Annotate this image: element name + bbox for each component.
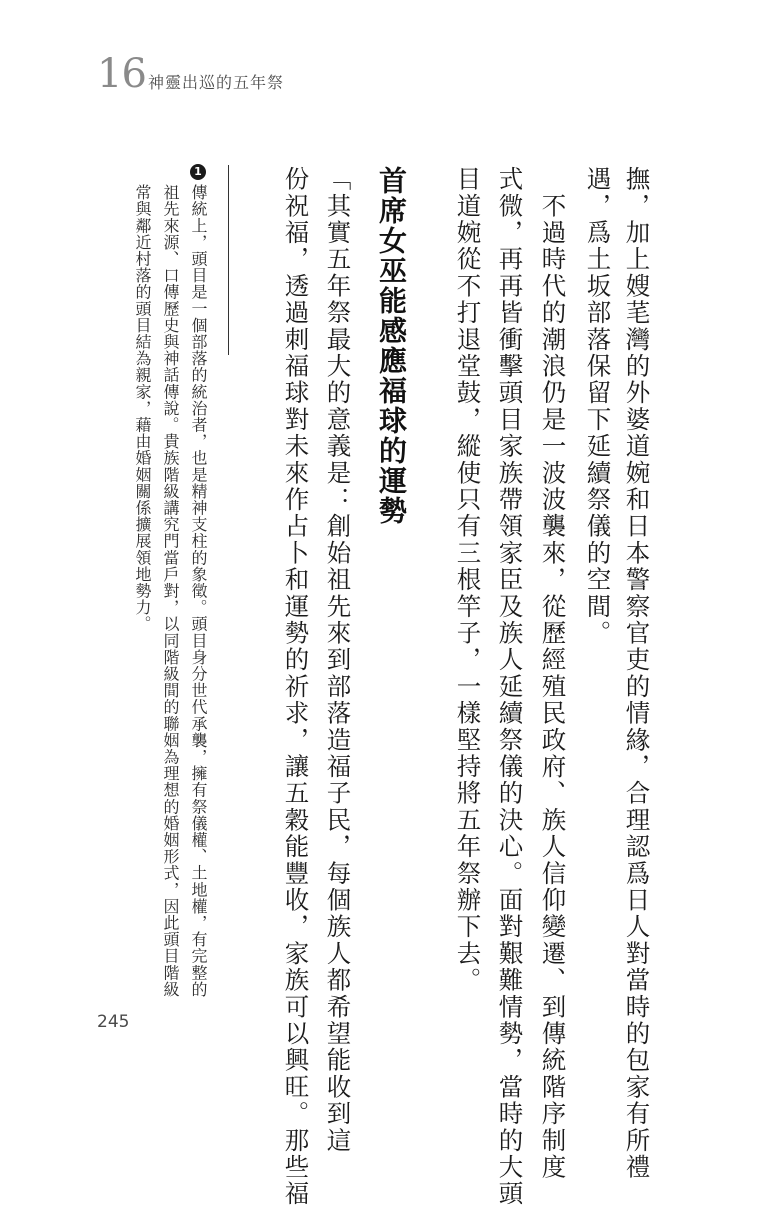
chapter-number: 16	[97, 51, 146, 97]
section-text-column: 份祝福，透過刺福球對未來作占卜和運勢的祈求，讓五穀能豐收，家族可以興旺。那些福	[281, 166, 311, 1207]
section-text-column: 「其實五年祭最大的意義是：創始祖先來到部落造福子民，每個族人都希望能收到這	[323, 166, 353, 1154]
footnote-marker: 1	[190, 164, 206, 180]
body-text-column: 不過時代的潮浪仍是一波波襲來，從歷經殖民政府、族人信仰變遷、到傳統階序制度	[538, 166, 568, 1181]
body-text-column: 式微，再再皆衝擊頭目家族帶領家臣及族人延續祭儀的決心。面對艱難情勢，當時的大頭	[495, 166, 525, 1207]
footnote-text-column: 祖先來源、口傳歷史與神話傳說。貴族階級講究門當戶對，以同階級間的聯姻為理想的婚姻形式，因此頭目階級	[161, 184, 180, 998]
body-text-column: 撫，加上嫂芼灣的外婆道婉和日本警察官吏的情緣，合理認爲日人對當時的包家有所禮	[622, 166, 652, 1181]
page-number: 245	[97, 1012, 130, 1032]
running-header-title: 神靈出巡的五年祭	[148, 73, 285, 92]
footnote-text-column: 常與鄰近村落的頭目結為親家，藉由婚姻關係擴展領地勢力。	[133, 184, 152, 633]
body-text-column: 遇，爲土坂部落保留下延續祭儀的空間。	[583, 166, 613, 647]
section-heading: 首席女巫能感應福球的運勢	[375, 166, 408, 526]
footnote-rule	[228, 165, 229, 355]
footnote-text-column: 傳統上，頭目是一個部落的統治者，也是精神支柱的象徵。頭目身分世代承襲，擁有祭儀權、土地權，有完整的	[189, 184, 208, 998]
body-text-column: 目道婉從不打退堂鼓，縱使只有三根竿子，一樣堅持將五年祭辦下去。	[453, 166, 483, 994]
